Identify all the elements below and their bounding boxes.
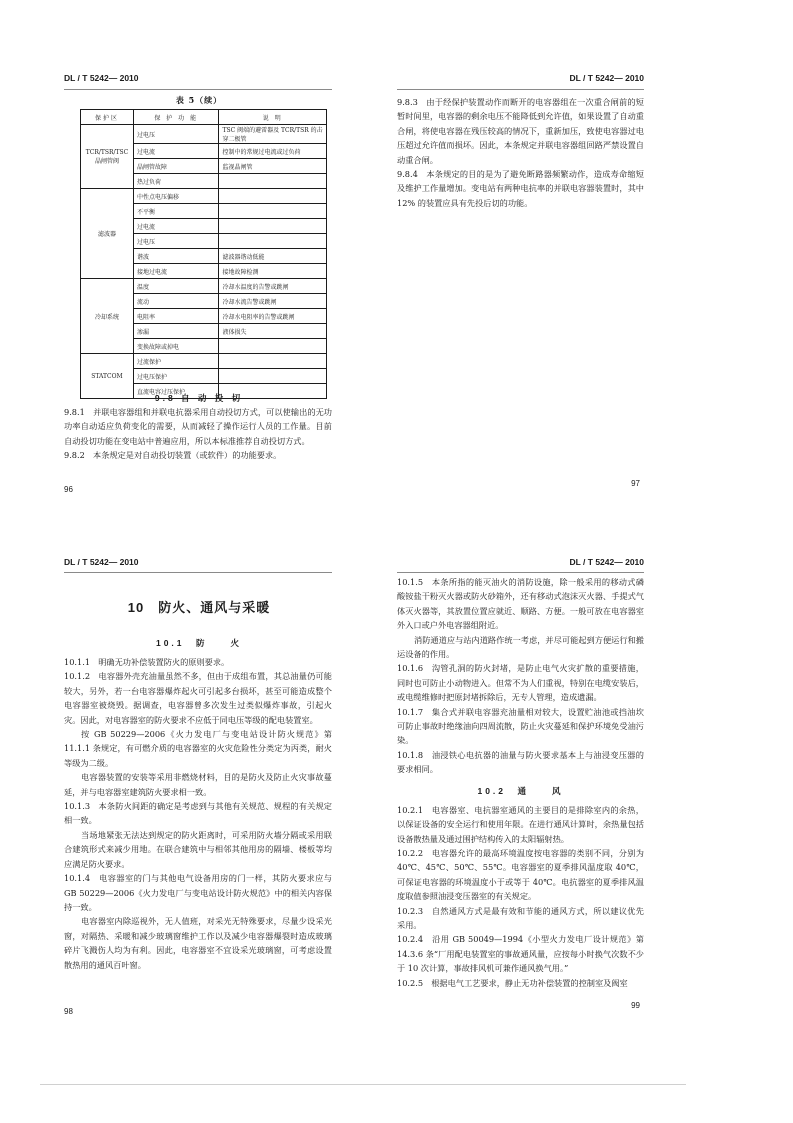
paragraph: 10.1.4 电容器室的门与其他电气设备用房的门一样，其防火要求应与 GB 50229—2006《火力发电厂与变电站设计防火规范》中的相关内容保持一致。 [64,873,332,912]
section-title: 10.1 防 火 [155,638,243,648]
page-96 [40,55,358,505]
paragraph: 按 GB 50229—2006《火力发电厂与变电站设计防火规范》第 11.1.1 条规定，有可燃介质的电容器室的火灾危险性分类定为丙类，耐火等级为二级。 [64,729,332,768]
table-cell-function: 渗漏 [133,324,219,339]
table-cell-function: 过电压 [133,234,219,249]
header-rule [397,89,644,90]
table-cell-note: 液体损失 [219,324,327,339]
paragraph: 10.2.4 沿用 GB 50049—1994《小型火力发电厂设计规范》第 14.3.6 条“厂用配电装置室的事故通风量，应按每小时换气次数不少于 10 次计算，事故排风机可兼作通风换气用。” [397,934,644,974]
page-number: 98 [64,1007,73,1016]
table-cell-function: 过电压保护 [133,369,219,384]
section-title: 10.2 通 风 [477,785,564,796]
paragraph: 10.2.3 自然通风方式是最有效和节能的通风方式，所以建议优先采用。 [397,905,644,930]
paragraph: 电容器室内除巡视外，无人值班，对采光无特殊要求，尽量少设采光窗，对隔热、采暖和减少玻璃窗维护工作以及减少电容器爆裂时造成玻璃碎片飞溅伤人均为有利。因此，电容器室不宜设采光玻璃窗，可考虑设置散热用的通风百叶窗。 [64,916,332,970]
table-cell-function: 谐波 [133,249,219,264]
table-cell-note: 冷却水温度的告警或跳闸 [219,279,327,294]
paragraph: 消防通道应与站内道路作统一考虑，并尽可能起到方便运行和搬运设备的作用。 [397,634,644,660]
table-cell-function: 过电压 [133,125,219,144]
protection-table-body [81,125,327,399]
table-cell-function: 过电流 [133,219,219,234]
table-cell-function: 直流电容过压保护 [133,384,219,399]
table-cell-function: 接地过电流 [133,264,219,279]
page-97 [372,55,654,505]
paragraph: 10.2.1 电容器室、电抗器室通风的主要目的是排除室内的余热，以保证设备的安全运行和使用年限。在进行通风计算时，余热量包括设备散热量及通过围护结构传入的太阳辐射热。 [397,804,644,844]
table-cell-note [219,234,327,249]
table-cell-note: TSC 阀端的避雷器及 TCR/TSR 的击穿二极管 [219,125,327,144]
paragraph: 10.1.1 明确无功补偿装置防火的原则要求。 [64,657,230,667]
page-header: DL / T 5242— 2010 [569,73,644,83]
table-cell-function: 流动 [133,294,219,309]
table-cell-zone: 冷却系统 [81,279,134,354]
header-rule [397,572,644,573]
table-cell-note [219,354,327,369]
paragraph: 10.1.2 电容器外壳充油量虽然不多，但由于成组布置，其总油量仍可能较大，另外，若一台电容器爆炸起火可引起多台损坏，甚至可能造成整个电容器室被烧毁。据调查，电容器曾多次发生过类似爆炸事故，引起火灾。因此，对电容器室的防火要求不应低于同电压等级的配电装置室。 [64,671,332,725]
header-rule [64,89,332,90]
table-cell-note [219,189,327,204]
table-cell-function: 过流保护 [133,354,219,369]
table-row [81,125,327,144]
table-cell-note [219,219,327,234]
paragraph: 10.2.5 根据电气工艺要求，静止无功补偿装置的控制室及阀室 [397,977,628,988]
paragraph: 10.1.3 本条防火间距的确定是考虑到与其他有关规范、规程的有关规定相一致。 [64,801,332,826]
table-cell-note: 滤波器谐动低能 [219,249,327,264]
page-header: DL / T 5242— 2010 [64,73,139,83]
table-cell-function: 晶闸管故障 [133,159,219,174]
page-body [64,405,332,463]
table-row [81,279,327,294]
table-cell-note: 冷却水流告警或跳闸 [219,294,327,309]
header-rule [64,572,332,573]
section-title: 9.8 自 动 投 切 [154,393,244,403]
protection-table [80,109,327,399]
paragraph: 9.8.4 本条规定的目的是为了避免断路器频繁动作，造成寿命缩短及维护工作量增加。变电站有两种电抗率的并联电容器装置时，其中 12% 的装置应具有先投后切的功能。 [397,169,644,208]
page-body [397,95,644,210]
page-99 [372,545,654,1025]
paragraph: 10.1.5 本条所指的能灭油火的消防设施，除一般采用的移动式磷酸铵盐干粉灭火器或防火砂箱外，还有移动式泡沫灭火器、手提式气体灭火器等，其放置位置应就近、顺路、方便。一般可放在电容器室外入口或户外电容器组附近。 [397,577,644,631]
paragraph: 10.1.7 集合式并联电容器充油量相对较大，设置贮油池或挡油坎可防止事故时绝缘油向四周流散，防止火灾蔓延和保护环境免受油污染。 [397,706,644,746]
table-cell-note: 监视晶闸管 [219,159,327,174]
paragraph: 10.1.8 油浸铁心电抗器的油量与防火要求基本上与油浸变压器的要求相同。 [397,749,644,775]
table-cell-function: 过电流 [133,144,219,159]
page-98 [40,545,358,1025]
table-cell-zone: TCR/TSR/TSC 晶闸管阀 [81,125,134,189]
page-body [397,575,644,990]
table-header-function: 保 护 功 能 [133,110,219,125]
table-cell-zone: 滤波器 [81,189,134,279]
table-header-note: 说 明 [219,110,327,125]
table-cell-note [219,174,327,189]
paragraph: 10.2.2 电容器允许的最高环境温度按电容器的类别不同，分别为 40℃、45℃、50℃、55℃。电容器室的夏季排风温度取 40℃，可保证电容器的环境温度小于或等于 40℃。电抗器室的夏季排风温度取值参照油浸变压器室的有关规定。 [397,847,644,902]
table-cell-zone: STATCOM [81,354,134,399]
page-header: DL / T 5242— 2010 [64,557,139,567]
protection-table-wrap [80,109,327,399]
table-header-zone: 保护区 [81,110,134,125]
paragraph: 9.8.3 由于经保护装置动作而断开的电容器组在一次重合闸前的短暂时间里，电容器的剩余电压不能降低到允许值，如果设置了自动重合闸，将使电容器在残压较高的情况下，重新加压，致使电容器过电压超过允许值而损坏。因此，本条规定并联电容器组回路严禁设置自动重合闸。 [397,97,644,165]
table-cell-note: 控制中的常规过电流或过负荷 [219,144,327,159]
page-number: 96 [64,485,73,494]
paragraph: 电容器装置的安装等采用非燃烧材料，目的是防火及防止火灾事故蔓延，并与电容器室建筑防火要求相一致。 [64,772,332,797]
table-cell-note [219,204,327,219]
table-row [81,354,327,369]
paragraph: 10.1.6 沟管孔洞的防火封堵，是防止电气火灾扩散的重要措施，同时也可防止小动物进入。但常不为人们重视，特别在电缆安装后，或电缆维修时把原封堵拆除后，无专人管理，造成遗漏。 [397,663,644,703]
paragraph: 9.8.2 本条规定是对自动投切装置（或软件）的功能要求。 [64,450,282,461]
table-cell-function: 变换故障或掉电 [133,339,219,354]
table-cell-function: 温度 [133,279,219,294]
page-body [64,655,332,972]
table-cell-function: 电阻率 [133,309,219,324]
table-cell-function: 中性点电压偏移 [133,189,219,204]
chapter-title: 10 防火、通风与采暖 [127,600,271,615]
bottom-divider [40,1084,686,1085]
page-header: DL / T 5242— 2010 [569,557,644,567]
table-caption: 表 5（续） [175,95,223,105]
paragraph: 当场地紧张无法达到规定的防火距离时，可采用防火墙分隔或采用联合建筑形式来减少用地。在联合建筑中与相邻其他用房的隔墙、楼板等均应满足防火要求。 [64,829,332,869]
table-cell-note: 冷却水电阻率的告警或跳闸 [219,309,327,324]
table-cell-note [219,339,327,354]
page-number: 99 [631,1001,640,1010]
table-row [81,189,327,204]
page-number: 97 [631,479,640,488]
table-cell-function: 热过负荷 [133,174,219,189]
table-cell-function: 不平衡 [133,204,219,219]
table-cell-note: 接地故障检测 [219,264,327,279]
paragraph: 9.8.1 并联电容器组和并联电抗器采用自动投切方式，可以使输出的无功功率自动适应负荷变化的需要，从而减轻了操作运行人员的工作量。目前自动投切功能在变电站中普遍应用，所以本标准推荐自动投切方式。 [64,407,332,446]
table-cell-note [219,369,327,384]
